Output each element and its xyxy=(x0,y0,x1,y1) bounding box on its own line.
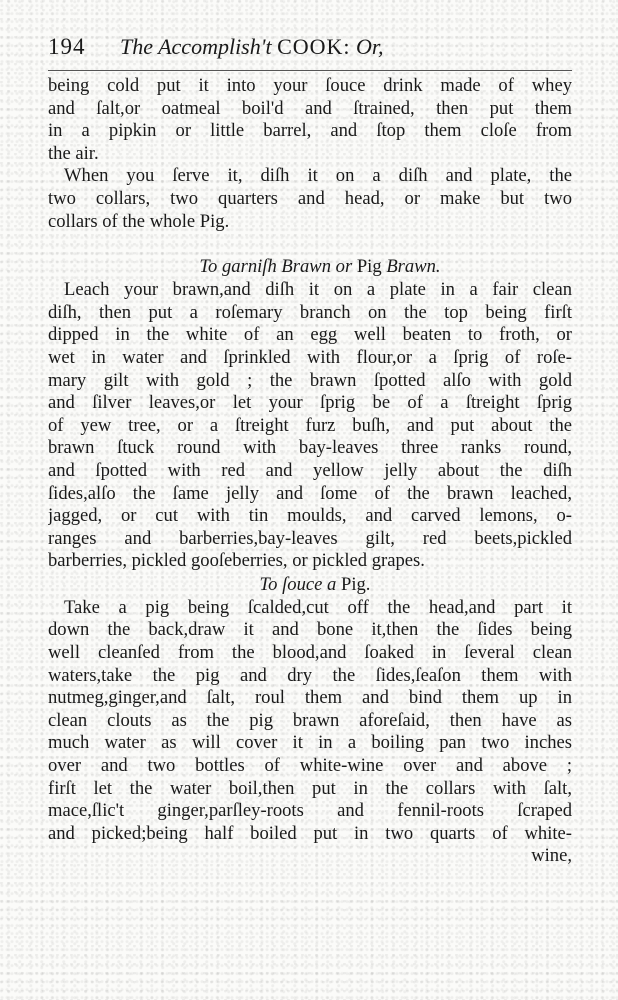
text-line: diſh, then put a roſemary branch on the top being firſt xyxy=(48,301,572,323)
text-line: and ſalt,or oatmeal boil'd and ſtrained, then put them xyxy=(48,97,572,119)
text-line: over and two bottles of white-wine over and above ; xyxy=(48,755,572,777)
text-line: waters,take the pig and dry the ſides,ſeaſon them with xyxy=(48,664,572,686)
text-line: collars of the whole Pig. xyxy=(48,210,230,232)
text-line: jagged, or cut with tin moulds, and carved lemons, o- xyxy=(48,505,572,527)
text-line: dipped in the white of an egg well beaten to froth, or xyxy=(48,324,572,346)
section-heading-souce xyxy=(48,573,572,597)
heading-roman: Pig. xyxy=(341,573,371,595)
intro-paragraph xyxy=(48,75,572,233)
heading-end: Brawn. xyxy=(386,256,441,278)
running-title-caps: COOK: xyxy=(277,34,351,59)
text-line: mary gilt with gold ; the brawn ſpotted alſo with gold xyxy=(48,369,572,391)
text-line: brawn ſtuck round with bay-leaves three ranks round, xyxy=(48,437,572,459)
text-line: and ſpotted with red and yellow jelly about the diſh xyxy=(48,459,572,481)
running-title-italic: The Accomplish't xyxy=(120,34,272,59)
text-line: nutmeg,ginger,and ſalt, roul them and bind them up in xyxy=(48,687,572,709)
text-line: Take a pig being ſcalded,cut off the head,and part it xyxy=(64,596,572,618)
text-line: well cleanſed from the blood,and ſoaked in ſeveral clean xyxy=(48,642,572,664)
catchword: wine, xyxy=(531,845,572,867)
text-line: and ſilver leaves,or let your ſprig be of a ſtreight ſprig xyxy=(48,392,572,414)
text-line: down the back,draw it and bone it,then the ſides being xyxy=(48,619,572,641)
text-line: the air. xyxy=(48,142,99,164)
text-line: ranges and barberries,bay-leaves gilt, red beets,pickled xyxy=(48,527,572,549)
heading-italic: To ſouce a xyxy=(259,573,337,595)
running-title-end: Or, xyxy=(356,34,384,59)
garnish-paragraph xyxy=(48,279,572,573)
text-line: clean clouts as the pig brawn aforeſaid, then have as xyxy=(48,709,572,731)
text-line: of yew tree, or a ſtreight furz buſh, and put about the xyxy=(48,414,572,436)
text-line: When you ſerve it, diſh it on a diſh and plate, the xyxy=(64,165,572,187)
heading-italic: To garniſh Brawn or xyxy=(199,256,353,278)
page-number: 194 xyxy=(48,34,86,59)
text-line: two collars, two quarters and head, or make but two xyxy=(48,187,572,209)
heading-roman: Pig xyxy=(356,256,382,278)
section-heading-garnish xyxy=(48,255,572,279)
page-header xyxy=(48,34,572,71)
text-line: firſt let the water boil,then put in the collars with ſalt, xyxy=(48,777,572,799)
text-line: and picked;being half boiled put in two quarts of white- xyxy=(48,822,572,844)
text-line: ſides,alſo the ſame jelly and ſome of the brawn leached, xyxy=(48,482,572,504)
running-title xyxy=(120,34,384,60)
text-line: wet in water and ſprinkled with flour,or a ſprig of roſe- xyxy=(48,346,572,368)
text-line: in a pipkin or little barrel, and ſtop them cloſe from xyxy=(48,120,572,142)
text-line: much water as will cover it in a boiling pan two inches xyxy=(48,732,572,754)
text-line: Leach your brawn,and diſh it on a plate in a fair clean xyxy=(64,279,572,301)
souce-paragraph xyxy=(48,597,572,868)
text-line: being cold put it into your ſouce drink made of whey xyxy=(48,75,572,96)
text-line: barberries, pickled gooſeberries, or pickled grapes. xyxy=(48,550,425,572)
text-line: mace,ſlic't ginger,parſley-roots and fennil-roots ſcraped xyxy=(48,800,572,822)
text-block xyxy=(48,34,572,868)
